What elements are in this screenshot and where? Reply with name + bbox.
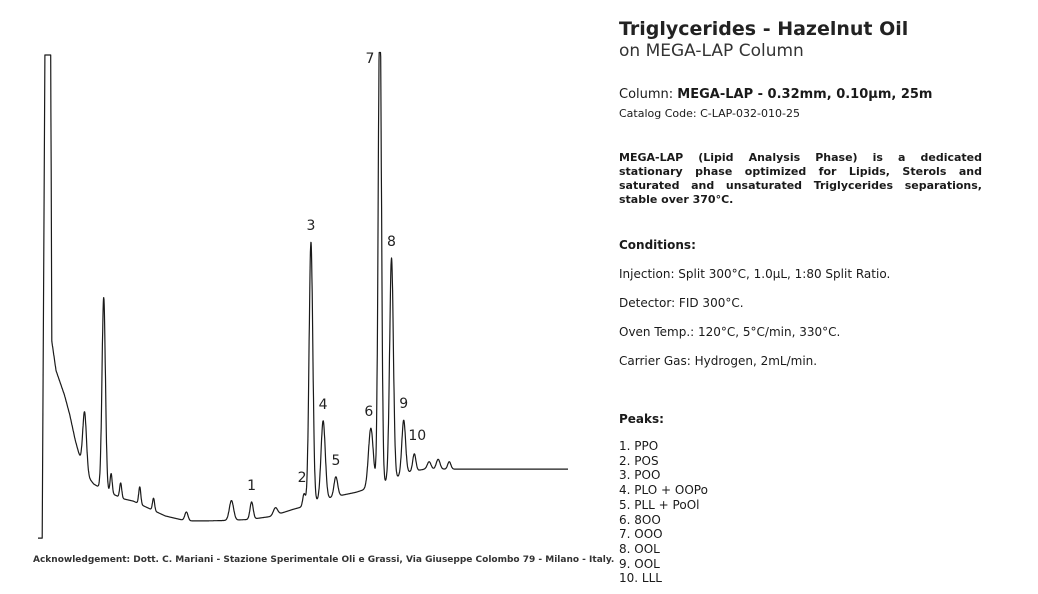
peak-label-1: 1: [247, 477, 257, 494]
peak-label-3: 3: [306, 218, 316, 234]
peak-list-item: 1. PPO: [619, 439, 659, 453]
column-value: MEGA-LAP - 0.32mm, 0.10μm, 25m: [677, 87, 933, 102]
condition-carrier: Carrier Gas: Hydrogen, 2mL/min.: [619, 354, 818, 368]
page-title: Triglycerides - Hazelnut Oil: [619, 18, 909, 40]
peak-list-item: 5. PLL + PoOl: [619, 497, 700, 512]
peak-label-9: 9: [399, 396, 409, 413]
peak-label-7: 7: [365, 51, 375, 67]
peak-list-item: 10. LLL: [619, 571, 662, 586]
peak-list-item: 2. POS: [619, 453, 659, 468]
peaks-heading: Peaks:: [619, 412, 664, 426]
column-spec: [619, 86, 982, 104]
peak-list: [619, 439, 982, 586]
peak-label-2: 2: [297, 469, 307, 486]
peak-label-10: 10: [408, 427, 427, 444]
peak-label-5: 5: [331, 452, 341, 469]
conditions-heading: Conditions:: [619, 238, 696, 252]
condition-injection: Injection: Split 300°C, 1.0μL, 1:80 Split Ratio.: [619, 267, 891, 281]
peak-label-6: 6: [364, 404, 374, 421]
peak-list-item: 3. POO: [619, 468, 661, 483]
peak-list-item: 6. 8OO: [619, 512, 661, 527]
catalog-code: Catalog Code: C-LAP-032-010-25: [619, 107, 800, 120]
info-panel: [619, 18, 982, 586]
column-description: MEGA-LAP (Lipid Analysis Phase) is a dedicated stationary phase optimized for Lipids, Sterols and saturated and unsaturated Triglycerides separations, stable over 370°C.: [619, 151, 982, 206]
peak-label-8: 8: [387, 234, 396, 250]
peak-label-4: 4: [318, 396, 328, 413]
condition-detector: Detector: FID 300°C.: [619, 296, 744, 310]
condition-oven: Oven Temp.: 120°C, 5°C/min, 330°C.: [619, 325, 841, 339]
peak-labels: [247, 51, 426, 494]
chromatogram-trace: [38, 53, 568, 539]
peak-list-item: 8. OOL: [619, 541, 660, 556]
peak-list-item: 4. PLO + OOPo: [619, 483, 708, 498]
peak-list-item: 9. OOL: [619, 556, 660, 571]
acknowledgement: Acknowledgement: Dott. C. Mariani - Stazione Sperimentale Oli e Grassi, Via Giuseppe Colombo 79 - Milano - Italy.: [33, 555, 615, 565]
page-subtitle: on MEGA-LAP Column: [619, 41, 804, 61]
column-label: Column:: [619, 87, 678, 102]
peak-list-item: 7. OOO: [619, 527, 663, 542]
